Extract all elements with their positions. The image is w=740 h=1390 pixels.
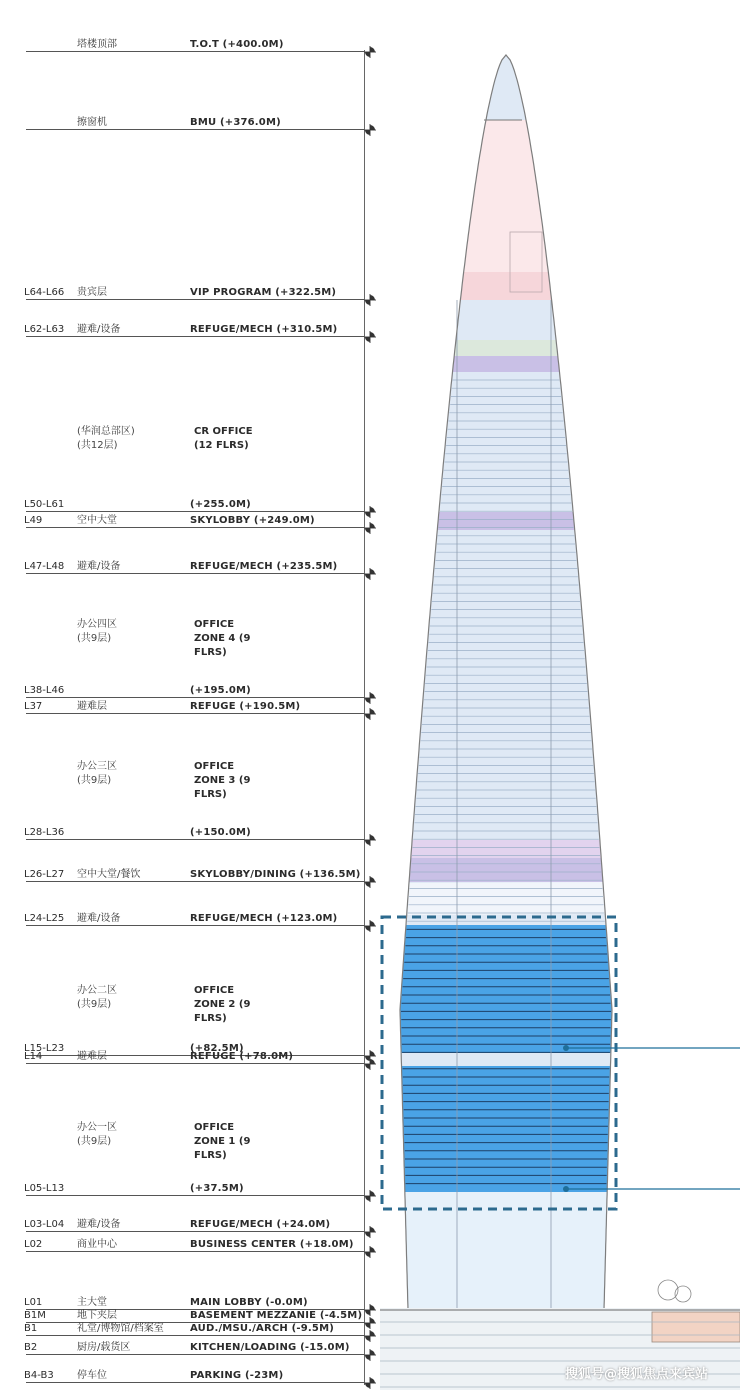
level-name-en: REFUGE/MECH (+24.0M) xyxy=(190,1219,331,1230)
level-name-en: (+255.0M) xyxy=(190,499,251,510)
zone-cn-line: (共9层) xyxy=(77,775,112,786)
level-code: L64-L66 xyxy=(24,287,65,298)
zone-cn-line: 办公一区 xyxy=(77,1122,117,1133)
level-code: L03-L04 xyxy=(24,1219,65,1230)
level-name-en: (+82.5M) xyxy=(190,1043,244,1054)
level-name-en: BUSINESS CENTER (+18.0M) xyxy=(190,1239,354,1250)
level-name-cn: 擦窗机 xyxy=(77,117,107,128)
level-name-cn: 避难/设备 xyxy=(77,561,121,572)
refuge-band xyxy=(453,356,560,372)
level-name-en: (+37.5M) xyxy=(190,1183,244,1194)
level-code: L26-L27 xyxy=(24,869,65,880)
level-code: L28-L36 xyxy=(24,827,65,838)
level-name-en: PARKING (-23M) xyxy=(190,1370,284,1381)
level-name-cn: 礼堂/博物馆/档案室 xyxy=(77,1323,164,1334)
zone-en-line: ZONE 2 (9 xyxy=(194,999,251,1010)
vip-band xyxy=(460,272,551,300)
callout-dot xyxy=(563,1045,569,1051)
level-name-cn: 避难/设备 xyxy=(77,324,121,335)
zone-cn-line: 办公三区 xyxy=(77,761,117,772)
level-code: B1 xyxy=(24,1323,38,1334)
podium-block xyxy=(652,1312,740,1342)
level-name-cn: 停车位 xyxy=(77,1370,107,1381)
zone-en-line: ZONE 1 (9 xyxy=(194,1136,251,1147)
skylobby-band xyxy=(409,858,603,882)
zone-cn-line: (共9层) xyxy=(77,633,112,644)
zone-en-line: CR OFFICE xyxy=(194,426,253,437)
level-name-en: REFUGE (+78.0M) xyxy=(190,1051,294,1062)
level-code: L49 xyxy=(24,515,43,526)
level-name-en: T.O.T (+400.0M) xyxy=(190,39,284,50)
zone-en-line: OFFICE xyxy=(194,985,235,996)
level-code: L50-L61 xyxy=(24,499,65,510)
level-name-cn: 商业中心 xyxy=(77,1239,117,1250)
zone-cn-line: 办公四区 xyxy=(77,619,117,630)
level-name-en: VIP PROGRAM (+322.5M) xyxy=(190,287,337,298)
zone-en-line: FLRS) xyxy=(194,1150,227,1161)
level-name-cn: 厨房/载货区 xyxy=(77,1342,131,1353)
level-name-en: BASEMENT MEZZANIE (-4.5M) xyxy=(190,1310,363,1321)
zone-cn-line: (华润总部区) xyxy=(77,426,135,437)
level-name-en: REFUGE/MECH (+235.5M) xyxy=(190,561,338,572)
zone-en-line: OFFICE xyxy=(194,1122,235,1133)
refuge-band xyxy=(407,882,606,915)
level-name-cn: 地下夹层 xyxy=(77,1310,117,1321)
level-name-en: REFUGE/MECH (+123.0M) xyxy=(190,913,338,924)
level-name-en: BMU (+376.0M) xyxy=(190,117,281,128)
refuge-band xyxy=(454,340,558,356)
level-code: L01 xyxy=(24,1297,43,1308)
level-name-cn: 空中大堂 xyxy=(77,515,117,526)
level-code: L62-L63 xyxy=(24,324,65,335)
level-code: L05-L13 xyxy=(24,1183,65,1194)
level-code: B1M xyxy=(24,1310,46,1321)
zone-en-line: FLRS) xyxy=(194,789,227,800)
level-code: L38-L46 xyxy=(24,685,65,696)
level-code: L15-L23 xyxy=(24,1043,65,1054)
level-name-en: REFUGE/MECH (+310.5M) xyxy=(190,324,338,335)
level-name-en: AUD./MSU./ARCH (-9.5M) xyxy=(190,1323,335,1334)
zone-cn-line: (共12层) xyxy=(77,440,118,451)
callout-dot xyxy=(563,1186,569,1192)
level-name-en: (+195.0M) xyxy=(190,685,251,696)
zone-en-line: OFFICE xyxy=(194,619,235,630)
zone-cn-line: 办公二区 xyxy=(77,985,117,996)
level-name-cn: 贵宾层 xyxy=(77,287,107,298)
level-code: L14 xyxy=(24,1051,43,1062)
zone-en-line: (12 FLRS) xyxy=(194,440,249,451)
level-name-cn: 避难层 xyxy=(77,1051,107,1062)
level-code: B2 xyxy=(24,1342,38,1353)
zone-en-line: FLRS) xyxy=(194,1013,227,1024)
zone-cn-line: (共9层) xyxy=(77,999,112,1010)
zone-en-line: ZONE 4 (9 xyxy=(194,633,251,644)
level-name-en: KITCHEN/LOADING (-15.0M) xyxy=(190,1342,350,1353)
level-name-cn: 塔楼顶部 xyxy=(77,39,117,50)
level-name-cn: 避难/设备 xyxy=(77,913,121,924)
level-name-cn: 避难层 xyxy=(77,701,107,712)
level-code: L24-L25 xyxy=(24,913,65,924)
level-name-cn: 空中大堂/餐饮 xyxy=(77,869,141,880)
level-name-en: (+150.0M) xyxy=(190,827,251,838)
level-name-cn: 主大堂 xyxy=(77,1297,107,1308)
highlight-zone-2 xyxy=(400,925,612,1053)
level-name-cn: 避难/设备 xyxy=(77,1219,121,1230)
zone-en-line: ZONE 3 (9 xyxy=(194,775,251,786)
level-name-en: REFUGE (+190.5M) xyxy=(190,701,301,712)
level-code: L47-L48 xyxy=(24,561,65,572)
level-name-en: SKYLOBBY/DINING (+136.5M) xyxy=(190,869,361,880)
level-code: L02 xyxy=(24,1239,43,1250)
zone-en-line: OFFICE xyxy=(194,761,235,772)
zone-en-line: FLRS) xyxy=(194,647,227,658)
level-name-en: MAIN LOBBY (-0.0M) xyxy=(190,1297,308,1308)
zone-cn-line: (共9层) xyxy=(77,1136,112,1147)
watermark: 搜狐号@搜狐焦点来宾站 xyxy=(565,1367,709,1382)
tree-icon xyxy=(658,1280,678,1300)
level-code: L37 xyxy=(24,701,43,712)
level-name-en: SKYLOBBY (+249.0M) xyxy=(190,515,315,526)
level-code: B4-B3 xyxy=(24,1370,54,1381)
